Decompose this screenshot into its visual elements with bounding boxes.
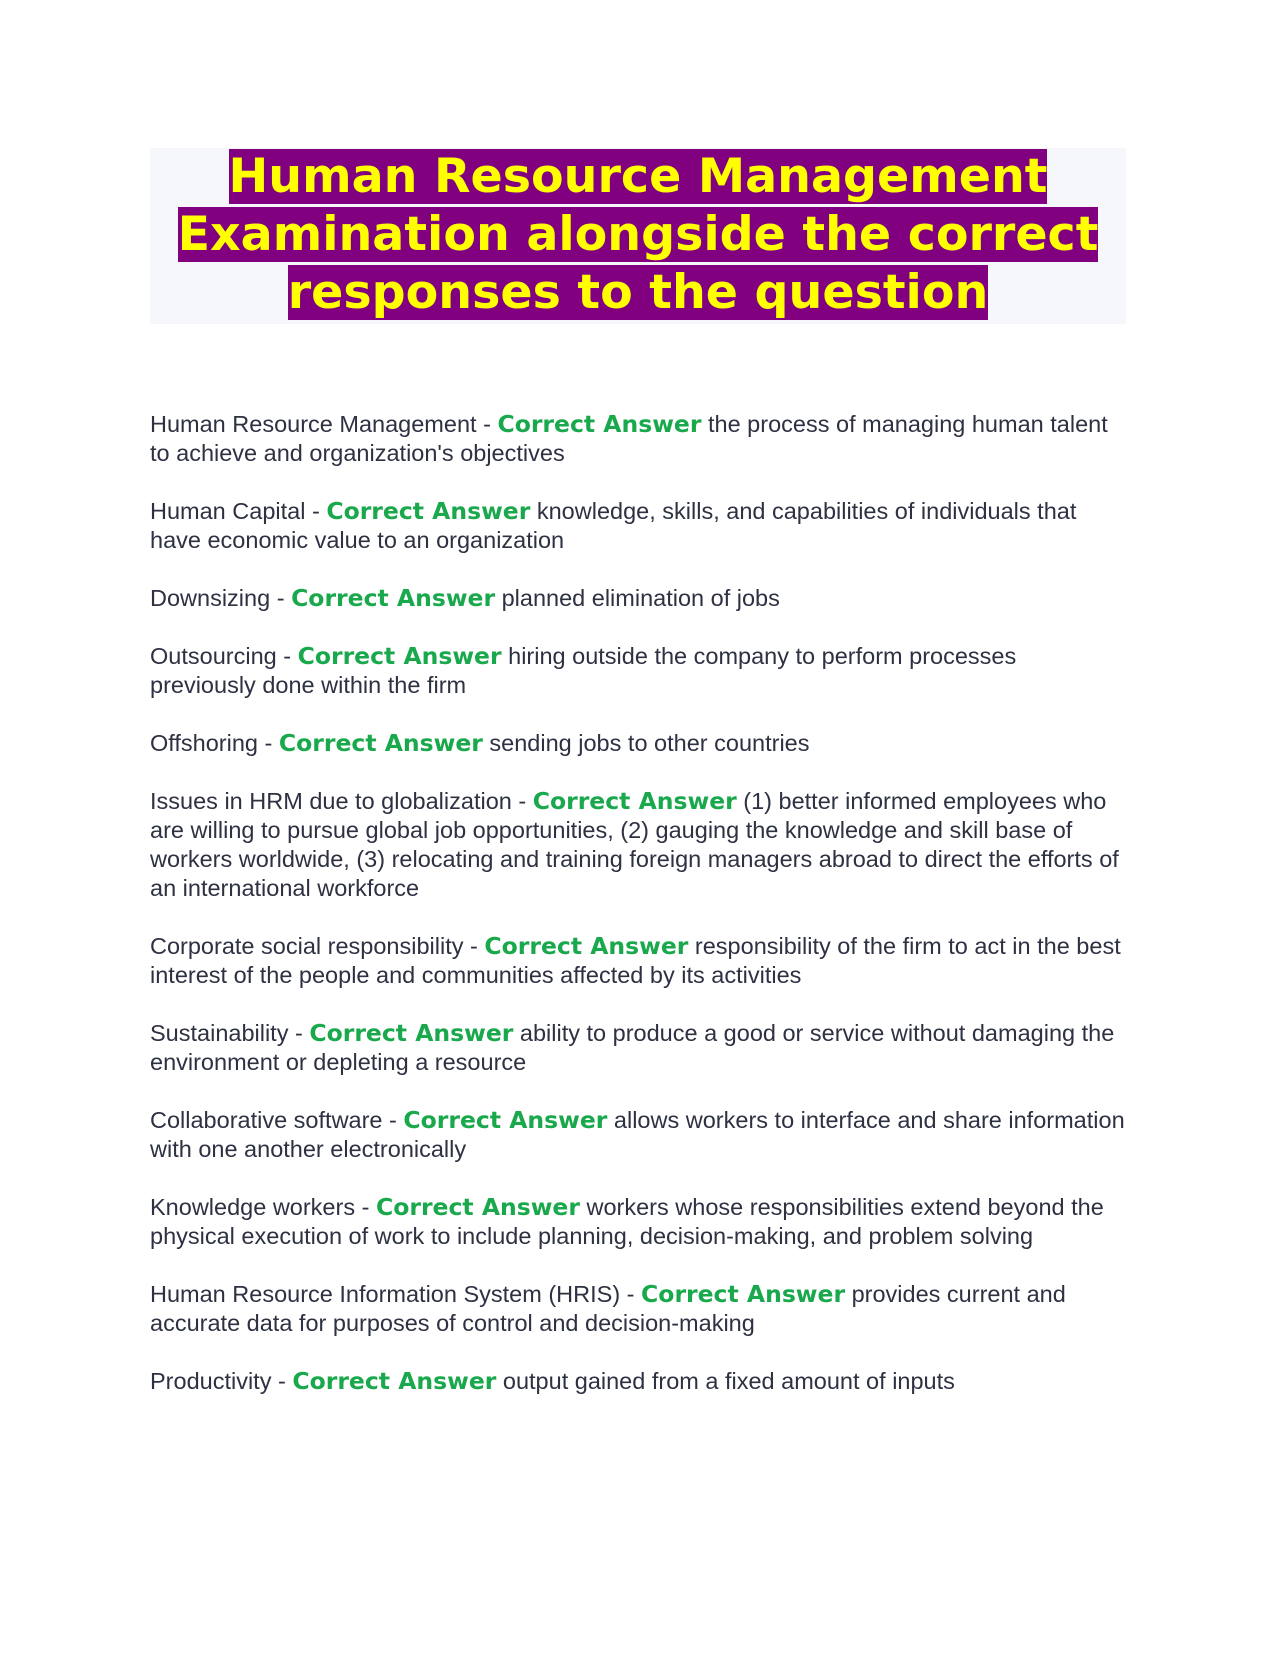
qa-definition: allows workers to interface and share information with one another electronically	[150, 1107, 1125, 1162]
title-box	[150, 148, 1126, 324]
correct-answer-label: Correct Answer	[375, 1193, 580, 1221]
page-title	[152, 148, 1124, 322]
qa-list	[150, 410, 1126, 1396]
qa-term: Collaborative software	[150, 1107, 383, 1133]
qa-term: Downsizing	[150, 585, 271, 611]
qa-item: Human Resource Information System (HRIS) - Correct Answer provides current and accurate data for purposes of control and decision-making	[150, 1280, 1066, 1336]
document-page	[150, 148, 1126, 1425]
correct-answer-label: Correct Answer	[641, 1280, 846, 1308]
qa-term: Offshoring	[150, 730, 258, 756]
qa-item: Human Capital - Correct Answer knowledge, skills, and capabilities of individuals that have economic value to an organization	[150, 497, 1077, 553]
qa-term: Knowledge workers	[150, 1194, 356, 1220]
qa-definition: (1) better informed employees who are willing to pursue global job opportunities, (2) gauging the knowledge and skill base of workers worldwide, (3) relocating and training foreign managers abroad to direct the efforts of an international workforce	[150, 788, 1119, 901]
qa-definition: output gained from a fixed amount of inputs	[502, 1368, 955, 1394]
qa-term: Human Resource Information System (HRIS)	[150, 1281, 621, 1307]
correct-answer-label: Correct Answer	[497, 410, 702, 438]
qa-item: Sustainability - Correct Answer ability to produce a good or service without damaging the environment or depleting a resource	[150, 1019, 1115, 1075]
correct-answer-label: Correct Answer	[484, 932, 689, 960]
qa-term: Human Resource Management	[150, 411, 477, 437]
qa-item: Productivity - Correct Answer output gained from a fixed amount of inputs	[150, 1367, 955, 1395]
page-title-text: Human Resource Management Examination alongside the correct responses to the question	[177, 149, 1099, 320]
qa-item: Offshoring - Correct Answer sending jobs to other countries	[150, 729, 810, 757]
correct-answer-label: Correct Answer	[532, 787, 737, 815]
qa-definition: hiring outside the company to perform processes previously done within the firm	[150, 643, 1017, 698]
qa-item: Knowledge workers - Correct Answer workers whose responsibilities extend beyond the physical execution of work to include planning, decision-making, and problem solving	[150, 1193, 1104, 1249]
qa-term: Issues in HRM due to globalization	[150, 788, 512, 814]
correct-answer-label: Correct Answer	[278, 729, 483, 757]
qa-item: Issues in HRM due to globalization - Correct Answer (1) better informed employees who are willing to pursue global job opportunities, (2) gauging the knowledge and skill base of workers worldwide, (3) relocating and training foreign managers abroad to direct the efforts of an international workforce	[150, 787, 1119, 901]
qa-item: Human Resource Management - Correct Answer the process of managing human talent to achieve and organization's objectives	[150, 410, 1108, 466]
correct-answer-label: Correct Answer	[326, 497, 531, 525]
qa-item: Corporate social responsibility - Correct Answer responsibility of the firm to act in the best interest of the people and communities affected by its activities	[150, 932, 1121, 988]
qa-definition: sending jobs to other countries	[489, 730, 810, 756]
correct-answer-label: Correct Answer	[309, 1019, 514, 1047]
qa-item: Outsourcing - Correct Answer hiring outside the company to perform processes previously done within the firm	[150, 642, 1017, 698]
qa-definition: knowledge, skills, and capabilities of individuals that have economic value to an organization	[150, 498, 1077, 553]
qa-definition: ability to produce a good or service without damaging the environment or depleting a resource	[150, 1020, 1115, 1075]
qa-definition: responsibility of the firm to act in the best interest of the people and communities affected by its activities	[150, 933, 1121, 988]
qa-term: Sustainability	[150, 1020, 289, 1046]
correct-answer-label: Correct Answer	[403, 1106, 608, 1134]
qa-term: Productivity	[150, 1368, 272, 1394]
qa-term: Outsourcing	[150, 643, 277, 669]
qa-term: Corporate social responsibility	[150, 933, 464, 959]
qa-item: Collaborative software - Correct Answer allows workers to interface and share information with one another electronically	[150, 1106, 1125, 1162]
qa-definition: the process of managing human talent to achieve and organization's objectives	[150, 411, 1108, 466]
qa-item: Downsizing - Correct Answer planned elimination of jobs	[150, 584, 780, 612]
correct-answer-label: Correct Answer	[292, 1367, 497, 1395]
qa-term: Human Capital	[150, 498, 306, 524]
qa-definition: provides current and accurate data for purposes of control and decision-making	[150, 1281, 1066, 1336]
qa-definition: workers whose responsibilities extend beyond the physical execution of work to include planning, decision-making, and problem solving	[150, 1194, 1104, 1249]
correct-answer-label: Correct Answer	[297, 642, 502, 670]
qa-definition: planned elimination of jobs	[501, 585, 780, 611]
correct-answer-label: Correct Answer	[291, 584, 496, 612]
